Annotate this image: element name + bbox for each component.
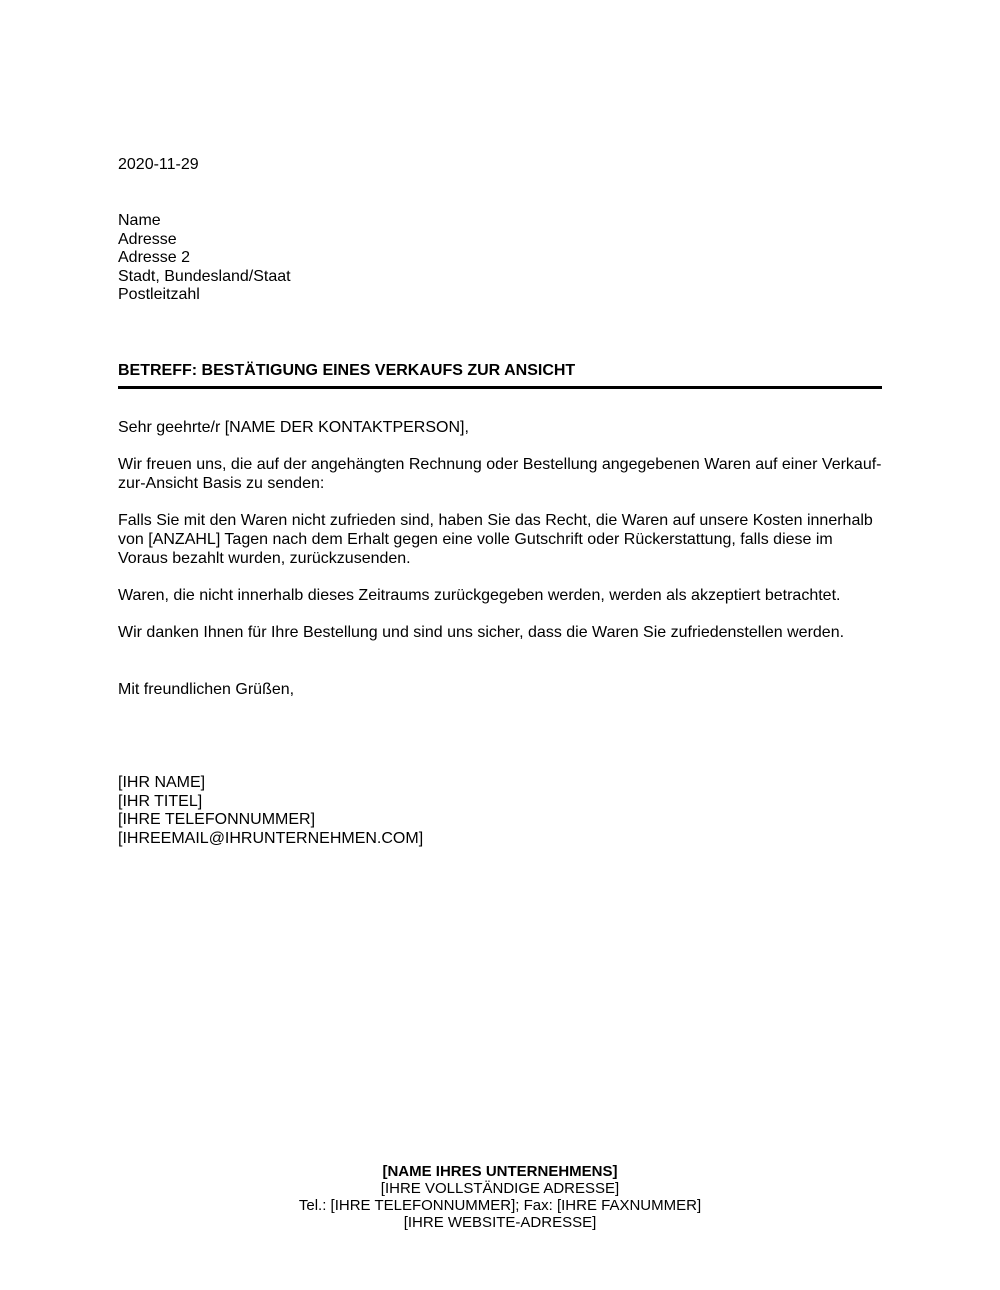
paragraph-terms: Falls Sie mit den Waren nicht zufrieden sind, haben Sie das Recht, die Waren auf unsere Kosten innerhalb von [ANZAHL] Tagen nach dem Erhalt gegen eine volle Gutschrift oder Rückerstattung, falls diese im Voraus bezahlt wurden, zurückzusenden.: [118, 512, 873, 567]
paragraph-thanks: Wir danken Ihnen für Ihre Bestellung und sind uns sicher, dass die Waren Sie zufriedenstellen werden.: [118, 624, 845, 641]
signature-phone: [IHRE TELEFONNUMMER]: [118, 811, 316, 828]
letter-body: [118, 418, 882, 642]
signature-name: [IHR NAME]: [118, 774, 206, 791]
subject-divider: [118, 386, 882, 389]
signature-block: [118, 773, 423, 847]
recipient-name: Name: [118, 212, 161, 229]
paragraph-accepted: Waren, die nicht innerhalb dieses Zeitraums zurückgegeben werden, werden als akzeptiert betrachtet.: [118, 587, 841, 604]
subject-line: BETREFF: BESTÄTIGUNG EINES VERKAUFS ZUR ANSICHT: [118, 362, 576, 379]
company-footer: [0, 1163, 1000, 1231]
letter-date: 2020-11-29: [118, 156, 199, 173]
signature-title: [IHR TITEL]: [118, 792, 203, 810]
paragraph-intro: Wir freuen uns, die auf der angehängten Rechnung oder Bestellung angegebenen Waren auf einer Verkauf-zur-Ansicht Basis zu senden:: [118, 456, 882, 492]
footer-contact: Tel.: [IHRE TELEFONNUMMER]; Fax: [IHRE FAXNUMMER]: [298, 1197, 702, 1214]
closing: Mit freundlichen Grüßen,: [118, 681, 295, 698]
recipient-city-state: Stadt, Bundesland/Staat: [118, 267, 291, 285]
footer-website: [IHRE WEBSITE-ADRESSE]: [403, 1214, 597, 1231]
recipient-address-block: [118, 211, 291, 304]
recipient-zip: Postleitzahl: [118, 286, 200, 303]
salutation: Sehr geehrte/r [NAME DER KONTAKTPERSON],: [118, 419, 469, 436]
recipient-address-line-1: Adresse: [118, 230, 177, 248]
signature-email: [IHREEMAIL@IHRUNTERNEHMEN.COM]: [118, 829, 424, 847]
footer-address: [IHRE VOLLSTÄNDIGE ADRESSE]: [380, 1180, 620, 1197]
footer-company-name: [NAME IHRES UNTERNEHMENS]: [382, 1163, 618, 1180]
recipient-address-line-2: Adresse 2: [118, 249, 191, 266]
